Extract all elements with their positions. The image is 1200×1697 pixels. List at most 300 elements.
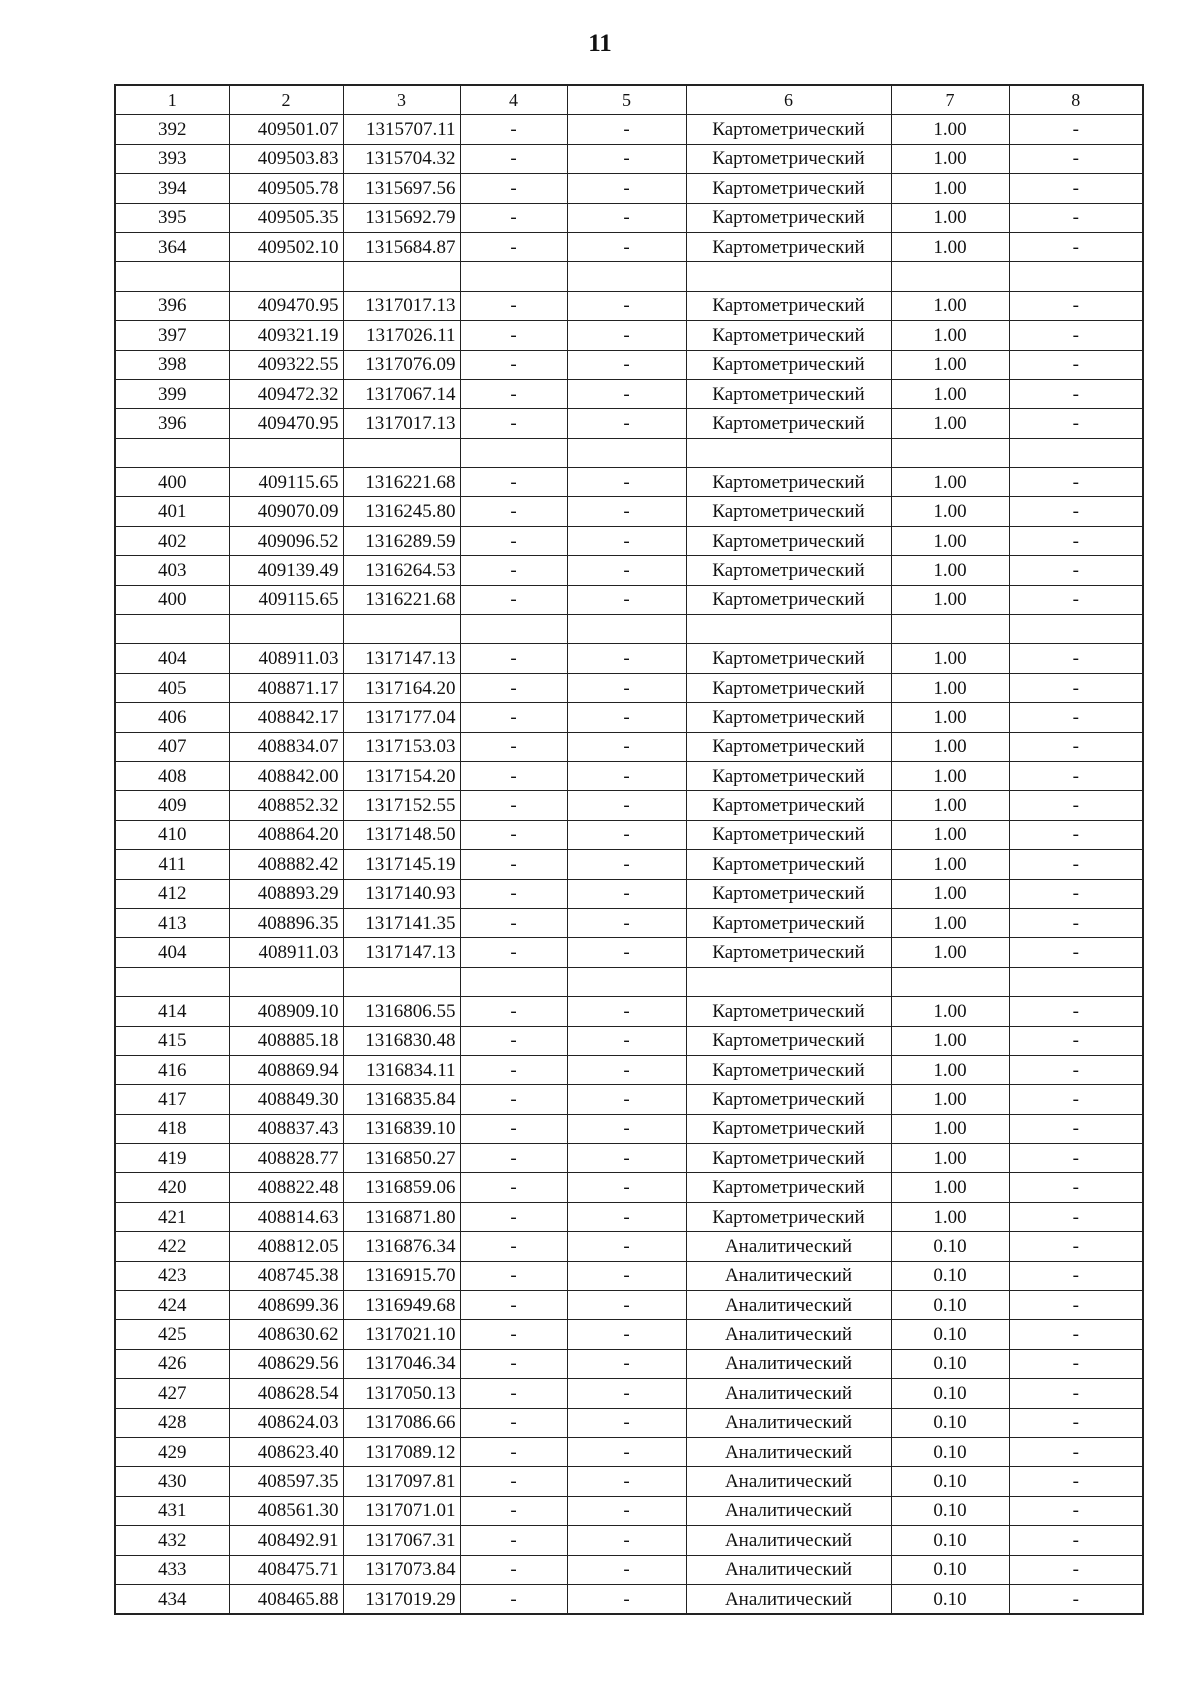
accuracy-cell: 0.10: [891, 1349, 1009, 1378]
method-cell: Картометрический: [686, 379, 891, 408]
column-header: 7: [891, 85, 1009, 115]
table-row: [115, 1232, 1143, 1261]
column-5-cell: -: [567, 1379, 686, 1408]
column-8-cell: -: [1009, 1202, 1143, 1231]
method-cell: Картометрический: [686, 144, 891, 173]
column-4-cell: -: [460, 174, 567, 203]
column-5-cell: -: [567, 1555, 686, 1584]
x-coordinate-cell: 409115.65: [229, 468, 343, 497]
accuracy-cell: 1.00: [891, 850, 1009, 879]
accuracy-cell: 0.10: [891, 1467, 1009, 1496]
y-coordinate-cell: 1317017.13: [343, 409, 460, 438]
column-8-cell: -: [1009, 350, 1143, 379]
method-cell: Аналитический: [686, 1291, 891, 1320]
point-number-cell: 404: [115, 644, 229, 673]
x-coordinate-cell: [229, 967, 343, 996]
column-4-cell: -: [460, 115, 567, 144]
table-row: [115, 879, 1143, 908]
point-number-cell: 401: [115, 497, 229, 526]
y-coordinate-cell: 1317021.10: [343, 1320, 460, 1349]
accuracy-cell: 1.00: [891, 1026, 1009, 1055]
accuracy-cell: 1.00: [891, 174, 1009, 203]
column-8-cell: -: [1009, 761, 1143, 790]
method-cell: Картометрический: [686, 1173, 891, 1202]
y-coordinate-cell: 1315697.56: [343, 174, 460, 203]
point-number-cell: 421: [115, 1202, 229, 1231]
column-8-cell: -: [1009, 850, 1143, 879]
column-5-cell: -: [567, 468, 686, 497]
point-number-cell: 416: [115, 1055, 229, 1084]
table-row: [115, 732, 1143, 761]
accuracy-cell: 1.00: [891, 673, 1009, 702]
y-coordinate-cell: 1315692.79: [343, 203, 460, 232]
method-cell: Аналитический: [686, 1408, 891, 1437]
x-coordinate-cell: 408885.18: [229, 1026, 343, 1055]
column-8-cell: -: [1009, 791, 1143, 820]
column-5-cell: -: [567, 291, 686, 320]
y-coordinate-cell: 1316221.68: [343, 585, 460, 614]
y-coordinate-cell: 1316915.70: [343, 1261, 460, 1290]
accuracy-cell: 0.10: [891, 1437, 1009, 1466]
column-4-cell: -: [460, 1584, 567, 1614]
x-coordinate-cell: 408893.29: [229, 879, 343, 908]
table-row: [115, 1026, 1143, 1055]
column-5-cell: -: [567, 1055, 686, 1084]
column-5-cell: -: [567, 1291, 686, 1320]
column-4-cell: -: [460, 673, 567, 702]
column-8-cell: -: [1009, 585, 1143, 614]
column-header: 6: [686, 85, 891, 115]
point-number-cell: 400: [115, 585, 229, 614]
table-row: [115, 497, 1143, 526]
column-4-cell: -: [460, 1408, 567, 1437]
table-row: [115, 1320, 1143, 1349]
y-coordinate-cell: 1316949.68: [343, 1291, 460, 1320]
point-number-cell: 431: [115, 1496, 229, 1525]
column-5-cell: -: [567, 1202, 686, 1231]
column-8-cell: -: [1009, 1320, 1143, 1349]
y-coordinate-cell: 1317017.13: [343, 291, 460, 320]
column-header: 1: [115, 85, 229, 115]
column-8-cell: -: [1009, 1026, 1143, 1055]
x-coordinate-cell: 409096.52: [229, 526, 343, 555]
column-header: 3: [343, 85, 460, 115]
column-8-cell: -: [1009, 174, 1143, 203]
x-coordinate-cell: 408624.03: [229, 1408, 343, 1437]
method-cell: Аналитический: [686, 1555, 891, 1584]
method-cell: Картометрический: [686, 174, 891, 203]
column-4-cell: -: [460, 1379, 567, 1408]
table-row: [115, 938, 1143, 967]
accuracy-cell: 1.00: [891, 468, 1009, 497]
y-coordinate-cell: 1317147.13: [343, 938, 460, 967]
column-8-cell: -: [1009, 468, 1143, 497]
x-coordinate-cell: 408623.40: [229, 1437, 343, 1466]
method-cell: Картометрический: [686, 850, 891, 879]
column-header: 8: [1009, 85, 1143, 115]
column-4-cell: -: [460, 938, 567, 967]
table-row: [115, 144, 1143, 173]
column-4-cell: -: [460, 703, 567, 732]
method-cell: Аналитический: [686, 1437, 891, 1466]
column-5-cell: -: [567, 1584, 686, 1614]
accuracy-cell: 1.00: [891, 1114, 1009, 1143]
column-8-cell: -: [1009, 379, 1143, 408]
accuracy-cell: [891, 438, 1009, 467]
column-5-cell: -: [567, 938, 686, 967]
column-4-cell: -: [460, 1173, 567, 1202]
x-coordinate-cell: 408812.05: [229, 1232, 343, 1261]
point-number-cell: 414: [115, 997, 229, 1026]
column-8-cell: -: [1009, 644, 1143, 673]
y-coordinate-cell: 1316289.59: [343, 526, 460, 555]
x-coordinate-cell: 409472.32: [229, 379, 343, 408]
x-coordinate-cell: 408864.20: [229, 820, 343, 849]
accuracy-cell: 0.10: [891, 1496, 1009, 1525]
column-8-cell: -: [1009, 1584, 1143, 1614]
accuracy-cell: 1.00: [891, 144, 1009, 173]
point-number-cell: 405: [115, 673, 229, 702]
point-number-cell: 410: [115, 820, 229, 849]
column-4-cell: -: [460, 321, 567, 350]
column-5-cell: -: [567, 644, 686, 673]
column-5-cell: -: [567, 1232, 686, 1261]
column-4-cell: [460, 967, 567, 996]
column-4-cell: -: [460, 908, 567, 937]
table-row: [115, 1467, 1143, 1496]
column-4-cell: -: [460, 1202, 567, 1231]
column-5-cell: -: [567, 761, 686, 790]
table-row: [115, 1379, 1143, 1408]
column-4-cell: -: [460, 585, 567, 614]
x-coordinate-cell: 408842.00: [229, 761, 343, 790]
point-number-cell: 406: [115, 703, 229, 732]
x-coordinate-cell: 408561.30: [229, 1496, 343, 1525]
column-8-cell: -: [1009, 1261, 1143, 1290]
column-4-cell: -: [460, 1232, 567, 1261]
accuracy-cell: 1.00: [891, 1055, 1009, 1084]
method-cell: Картометрический: [686, 820, 891, 849]
column-5-cell: -: [567, 879, 686, 908]
accuracy-cell: 1.00: [891, 232, 1009, 261]
method-cell: Картометрический: [686, 321, 891, 350]
column-header: 2: [229, 85, 343, 115]
y-coordinate-cell: 1316859.06: [343, 1173, 460, 1202]
accuracy-cell: 0.10: [891, 1408, 1009, 1437]
x-coordinate-cell: 409070.09: [229, 497, 343, 526]
x-coordinate-cell: 408745.38: [229, 1261, 343, 1290]
x-coordinate-cell: 408911.03: [229, 938, 343, 967]
x-coordinate-cell: 409503.83: [229, 144, 343, 173]
column-5-cell: -: [567, 350, 686, 379]
point-number-cell: 393: [115, 144, 229, 173]
coordinates-table: [114, 84, 1144, 1615]
x-coordinate-cell: [229, 438, 343, 467]
y-coordinate-cell: 1317153.03: [343, 732, 460, 761]
x-coordinate-cell: 409115.65: [229, 585, 343, 614]
method-cell: [686, 438, 891, 467]
table-row: [115, 1408, 1143, 1437]
point-number-cell: 427: [115, 1379, 229, 1408]
point-number-cell: 404: [115, 938, 229, 967]
method-cell: Картометрический: [686, 1055, 891, 1084]
point-number-cell: [115, 615, 229, 644]
table-row: [115, 703, 1143, 732]
x-coordinate-cell: 409470.95: [229, 409, 343, 438]
column-5-cell: -: [567, 174, 686, 203]
method-cell: Картометрический: [686, 585, 891, 614]
column-4-cell: -: [460, 1555, 567, 1584]
accuracy-cell: 1.00: [891, 1202, 1009, 1231]
accuracy-cell: [891, 615, 1009, 644]
table-row: [115, 761, 1143, 790]
table-row: [115, 350, 1143, 379]
x-coordinate-cell: [229, 615, 343, 644]
column-8-cell: -: [1009, 1232, 1143, 1261]
accuracy-cell: 1.00: [891, 1085, 1009, 1114]
column-8-cell: [1009, 262, 1143, 291]
table-row: [115, 1584, 1143, 1614]
table-row: [115, 850, 1143, 879]
column-5-cell: -: [567, 585, 686, 614]
accuracy-cell: [891, 262, 1009, 291]
y-coordinate-cell: [343, 967, 460, 996]
column-4-cell: -: [460, 1261, 567, 1290]
column-5-cell: -: [567, 1437, 686, 1466]
point-number-cell: 396: [115, 291, 229, 320]
table-row: [115, 203, 1143, 232]
table-header-row: [115, 85, 1143, 115]
accuracy-cell: 0.10: [891, 1555, 1009, 1584]
column-5-cell: -: [567, 321, 686, 350]
table-row: [115, 556, 1143, 585]
method-cell: Картометрический: [686, 1144, 891, 1173]
y-coordinate-cell: 1317073.84: [343, 1555, 460, 1584]
column-4-cell: -: [460, 879, 567, 908]
y-coordinate-cell: 1316850.27: [343, 1144, 460, 1173]
point-number-cell: 424: [115, 1291, 229, 1320]
point-number-cell: [115, 967, 229, 996]
table-row: [115, 1202, 1143, 1231]
column-8-cell: -: [1009, 203, 1143, 232]
column-5-cell: [567, 438, 686, 467]
method-cell: Картометрический: [686, 1114, 891, 1143]
column-4-cell: [460, 438, 567, 467]
x-coordinate-cell: 408630.62: [229, 1320, 343, 1349]
method-cell: Аналитический: [686, 1320, 891, 1349]
method-cell: Картометрический: [686, 115, 891, 144]
x-coordinate-cell: 408822.48: [229, 1173, 343, 1202]
method-cell: Картометрический: [686, 1085, 891, 1114]
point-number-cell: 398: [115, 350, 229, 379]
y-coordinate-cell: 1317154.20: [343, 761, 460, 790]
x-coordinate-cell: 409501.07: [229, 115, 343, 144]
y-coordinate-cell: 1317140.93: [343, 879, 460, 908]
point-number-cell: 423: [115, 1261, 229, 1290]
y-coordinate-cell: 1317026.11: [343, 321, 460, 350]
point-number-cell: 394: [115, 174, 229, 203]
accuracy-cell: 0.10: [891, 1261, 1009, 1290]
table-row: [115, 526, 1143, 555]
table-row: [115, 1114, 1143, 1143]
accuracy-cell: [891, 967, 1009, 996]
column-5-cell: [567, 967, 686, 996]
column-5-cell: -: [567, 1467, 686, 1496]
column-8-cell: -: [1009, 144, 1143, 173]
x-coordinate-cell: 408837.43: [229, 1114, 343, 1143]
accuracy-cell: 1.00: [891, 556, 1009, 585]
accuracy-cell: 1.00: [891, 350, 1009, 379]
point-number-cell: 429: [115, 1437, 229, 1466]
column-8-cell: -: [1009, 879, 1143, 908]
accuracy-cell: 1.00: [891, 644, 1009, 673]
y-coordinate-cell: 1317141.35: [343, 908, 460, 937]
column-4-cell: -: [460, 497, 567, 526]
table-row: [115, 409, 1143, 438]
column-5-cell: -: [567, 703, 686, 732]
table-row: [115, 820, 1143, 849]
column-5-cell: -: [567, 997, 686, 1026]
x-coordinate-cell: 408869.94: [229, 1055, 343, 1084]
accuracy-cell: 1.00: [891, 820, 1009, 849]
column-4-cell: -: [460, 1349, 567, 1378]
point-number-cell: [115, 262, 229, 291]
column-5-cell: -: [567, 379, 686, 408]
column-8-cell: -: [1009, 409, 1143, 438]
column-4-cell: -: [460, 291, 567, 320]
table-row: [115, 1291, 1143, 1320]
y-coordinate-cell: [343, 438, 460, 467]
x-coordinate-cell: 409505.78: [229, 174, 343, 203]
column-4-cell: -: [460, 1320, 567, 1349]
y-coordinate-cell: 1316264.53: [343, 556, 460, 585]
y-coordinate-cell: 1316221.68: [343, 468, 460, 497]
column-8-cell: -: [1009, 321, 1143, 350]
method-cell: Аналитический: [686, 1232, 891, 1261]
column-5-cell: -: [567, 526, 686, 555]
method-cell: Картометрический: [686, 1202, 891, 1231]
method-cell: Аналитический: [686, 1467, 891, 1496]
method-cell: Картометрический: [686, 908, 891, 937]
column-8-cell: -: [1009, 1526, 1143, 1555]
y-coordinate-cell: 1317050.13: [343, 1379, 460, 1408]
method-cell: Аналитический: [686, 1526, 891, 1555]
accuracy-cell: 0.10: [891, 1320, 1009, 1349]
y-coordinate-cell: 1316834.11: [343, 1055, 460, 1084]
method-cell: Аналитический: [686, 1261, 891, 1290]
table-row: [115, 997, 1143, 1026]
table-row: [115, 379, 1143, 408]
x-coordinate-cell: 408814.63: [229, 1202, 343, 1231]
point-number-cell: 420: [115, 1173, 229, 1202]
point-number-cell: 400: [115, 468, 229, 497]
column-8-cell: -: [1009, 1349, 1143, 1378]
column-5-cell: [567, 262, 686, 291]
column-5-cell: -: [567, 732, 686, 761]
method-cell: Картометрический: [686, 203, 891, 232]
accuracy-cell: 0.10: [891, 1232, 1009, 1261]
column-4-cell: -: [460, 1437, 567, 1466]
y-coordinate-cell: [343, 262, 460, 291]
point-number-cell: 364: [115, 232, 229, 261]
point-number-cell: 402: [115, 526, 229, 555]
method-cell: Картометрический: [686, 526, 891, 555]
point-number-cell: 433: [115, 1555, 229, 1584]
accuracy-cell: 1.00: [891, 879, 1009, 908]
column-5-cell: -: [567, 144, 686, 173]
table-row: [115, 1144, 1143, 1173]
y-coordinate-cell: 1317019.29: [343, 1584, 460, 1614]
point-number-cell: 407: [115, 732, 229, 761]
accuracy-cell: 1.00: [891, 908, 1009, 937]
x-coordinate-cell: 408828.77: [229, 1144, 343, 1173]
column-8-cell: -: [1009, 820, 1143, 849]
y-coordinate-cell: 1317071.01: [343, 1496, 460, 1525]
y-coordinate-cell: 1317097.81: [343, 1467, 460, 1496]
accuracy-cell: 0.10: [891, 1291, 1009, 1320]
column-4-cell: [460, 615, 567, 644]
table-row: [115, 291, 1143, 320]
column-4-cell: [460, 262, 567, 291]
y-coordinate-cell: 1317086.66: [343, 1408, 460, 1437]
column-8-cell: -: [1009, 1144, 1143, 1173]
x-coordinate-cell: 408909.10: [229, 997, 343, 1026]
y-coordinate-cell: 1316830.48: [343, 1026, 460, 1055]
point-number-cell: 395: [115, 203, 229, 232]
column-5-cell: -: [567, 1496, 686, 1525]
method-cell: Картометрический: [686, 350, 891, 379]
table-row: [115, 1555, 1143, 1584]
table-row: [115, 1173, 1143, 1202]
point-number-cell: 430: [115, 1467, 229, 1496]
column-5-cell: -: [567, 1526, 686, 1555]
column-5-cell: -: [567, 1085, 686, 1114]
accuracy-cell: 1.00: [891, 1173, 1009, 1202]
point-number-cell: 417: [115, 1085, 229, 1114]
y-coordinate-cell: 1316871.80: [343, 1202, 460, 1231]
point-number-cell: 425: [115, 1320, 229, 1349]
y-coordinate-cell: [343, 615, 460, 644]
column-4-cell: -: [460, 1144, 567, 1173]
accuracy-cell: 1.00: [891, 291, 1009, 320]
column-8-cell: -: [1009, 1555, 1143, 1584]
column-4-cell: -: [460, 820, 567, 849]
point-number-cell: 411: [115, 850, 229, 879]
y-coordinate-cell: 1315704.32: [343, 144, 460, 173]
y-coordinate-cell: 1317145.19: [343, 850, 460, 879]
point-number-cell: 419: [115, 1144, 229, 1173]
x-coordinate-cell: 408852.32: [229, 791, 343, 820]
y-coordinate-cell: 1317046.34: [343, 1349, 460, 1378]
method-cell: Аналитический: [686, 1584, 891, 1614]
column-4-cell: -: [460, 997, 567, 1026]
x-coordinate-cell: 409470.95: [229, 291, 343, 320]
column-8-cell: -: [1009, 1379, 1143, 1408]
column-8-cell: -: [1009, 732, 1143, 761]
column-5-cell: -: [567, 1173, 686, 1202]
column-8-cell: [1009, 615, 1143, 644]
table-row: [115, 321, 1143, 350]
column-4-cell: -: [460, 644, 567, 673]
x-coordinate-cell: 409505.35: [229, 203, 343, 232]
point-number-cell: [115, 438, 229, 467]
column-5-cell: -: [567, 409, 686, 438]
y-coordinate-cell: 1316835.84: [343, 1085, 460, 1114]
column-8-cell: -: [1009, 908, 1143, 937]
x-coordinate-cell: 408871.17: [229, 673, 343, 702]
method-cell: Картометрический: [686, 673, 891, 702]
point-number-cell: 413: [115, 908, 229, 937]
